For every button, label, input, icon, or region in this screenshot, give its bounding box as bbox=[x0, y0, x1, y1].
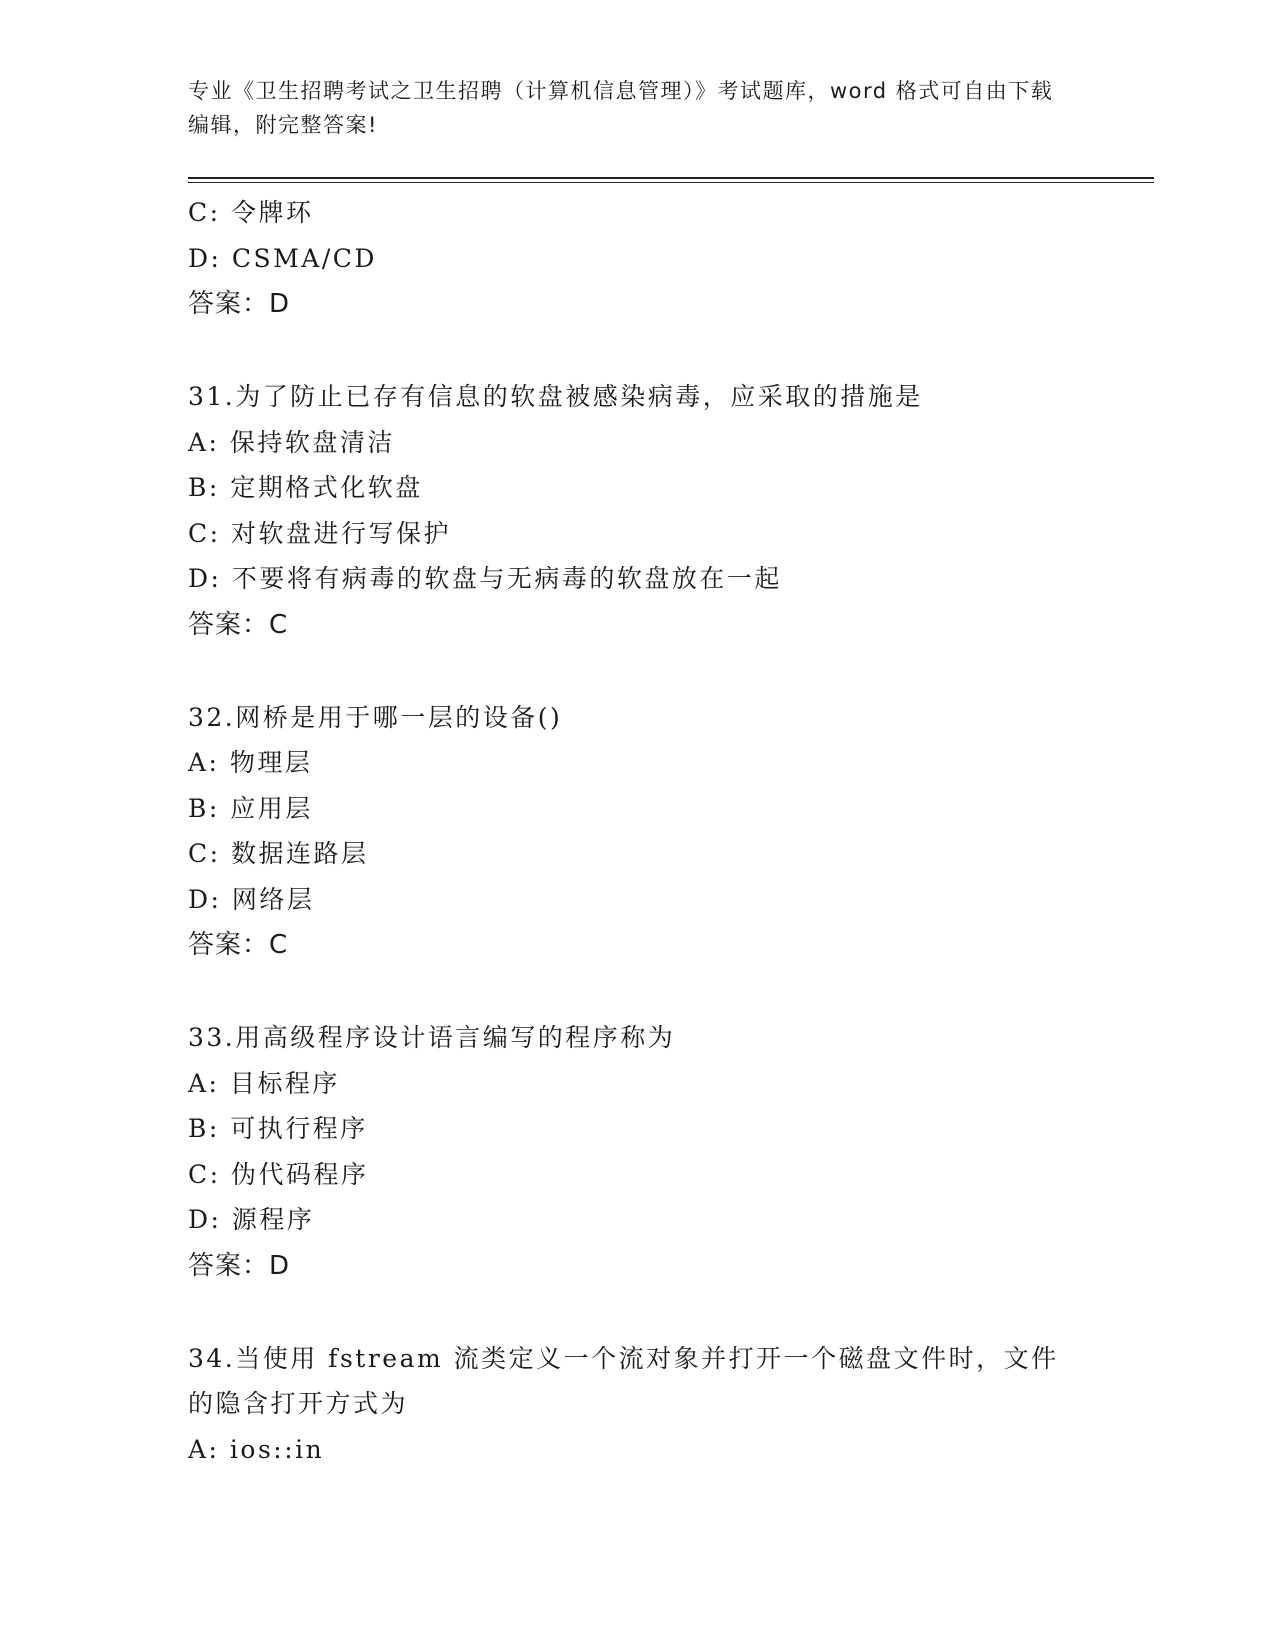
question-list bbox=[188, 190, 1088, 1472]
option-a: A: 物理层 bbox=[188, 748, 313, 777]
question-stem-continued: 的隐含打开方式为 bbox=[188, 1389, 409, 1418]
option-a: A: 目标程序 bbox=[188, 1068, 340, 1098]
option-c: C: 令牌环 bbox=[188, 198, 314, 227]
spacer bbox=[188, 1290, 1088, 1336]
answer-line: 答案：D bbox=[188, 1250, 291, 1281]
option-a: A: 保持软盘清洁 bbox=[188, 427, 395, 457]
header-rule-thin bbox=[188, 182, 1154, 183]
question-stem: 31.为了防止已存有信息的软盘被感染病毒，应采取的措施是 bbox=[188, 382, 923, 411]
answer-line: 答案：C bbox=[188, 930, 289, 960]
option-c: C: 对软盘进行写保护 bbox=[188, 518, 451, 548]
header-rule-thick bbox=[188, 177, 1154, 179]
option-c: C: 伪代码程序 bbox=[188, 1159, 369, 1189]
option-a: A: ios::in bbox=[188, 1434, 325, 1464]
option-b: B: 可执行程序 bbox=[188, 1114, 368, 1143]
option-b: B: 定期格式化软盘 bbox=[188, 473, 423, 502]
spacer bbox=[188, 328, 1088, 374]
spacer bbox=[188, 649, 1088, 695]
answer-line: 答案：C bbox=[188, 609, 289, 640]
document-header: 专业《卫生招聘考试之卫生招聘（计算机信息管理）》考试题库，word 格式可自由下载编辑，附完整答案! bbox=[188, 79, 1054, 137]
option-d: D: 源程序 bbox=[188, 1205, 315, 1234]
spacer bbox=[188, 969, 1088, 1015]
option-d: D: 网络层 bbox=[188, 884, 315, 914]
option-d: D: 不要将有病毒的软盘与无病毒的软盘放在一起 bbox=[188, 564, 782, 593]
question-stem: 34.当使用 fstream 流类定义一个流对象并打开一个磁盘文件时，文件 bbox=[188, 1343, 1059, 1373]
option-c: C: 数据连路层 bbox=[188, 839, 369, 868]
option-b: B: 应用层 bbox=[188, 793, 313, 823]
option-d: D: CSMA/CD bbox=[188, 243, 377, 273]
question-stem: 33.用高级程序设计语言编写的程序称为 bbox=[188, 1023, 676, 1052]
question-stem: 32.网桥是用于哪一层的设备() bbox=[188, 702, 563, 732]
answer-line: 答案：D bbox=[188, 289, 291, 319]
